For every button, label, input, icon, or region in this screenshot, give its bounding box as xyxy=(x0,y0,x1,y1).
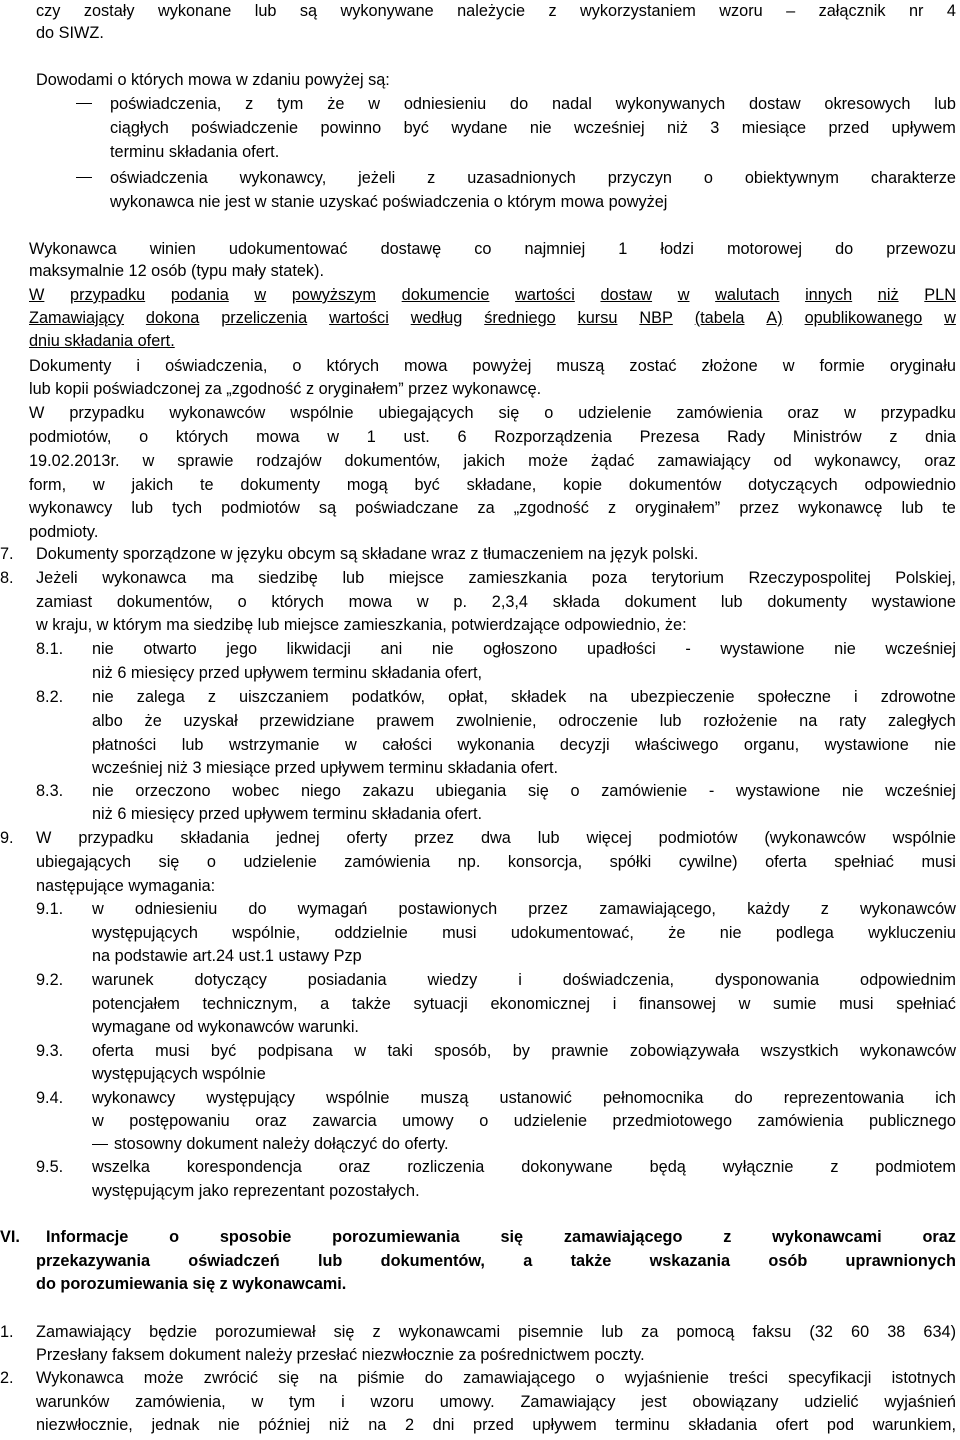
list-number: 9.3. xyxy=(36,1042,64,1060)
paragraph-line: występujących wspólnie xyxy=(92,1065,266,1083)
paragraph-line: Dokumenty sporządzone w języku obcym są składane wraz z tłumaczeniem na język polski. xyxy=(36,545,699,563)
list-number: 2. xyxy=(0,1369,14,1387)
paragraph-line: występującym jako reprezentant pozostałych. xyxy=(92,1182,420,1200)
paragraph-line: niż 6 miesięcy przed upływem terminu składania ofert, xyxy=(92,664,483,682)
paragraph-line: Zamawiający będzie porozumiewał się z wykonawcami pisemnie lub za pomocą faksu (32 60 38 634) xyxy=(36,1323,956,1341)
list-number: 9.1. xyxy=(36,900,64,918)
paragraph-line: wykonawcy występujący wspólnie muszą ustanowić pełnomocnika do reprezentowania ich xyxy=(92,1089,956,1107)
paragraph-line: stosowny dokument należy dołączyć do oferty. xyxy=(114,1135,449,1153)
paragraph-line: Dowodami o których mowa w zdaniu powyżej są: xyxy=(36,71,390,89)
paragraph-line: w kraju, w którym ma siedzibę lub miejsce zamieszkania, potwierdzające odpowiednio, że: xyxy=(36,616,687,634)
paragraph-line: nie otwarto jego likwidacji ani nie ogłoszono upadłości - wystawione nie wcześniej xyxy=(92,640,956,658)
paragraph-line: zamiast dokumentów, o których mowa w p. 2,3,4 składa dokument lub dokumenty wystawione xyxy=(36,593,956,611)
paragraph-line: ubiegających się o udzielenie zamówienia np. konsorcja, spółki cywilne) oferta spełniać musi xyxy=(36,853,956,871)
paragraph-line: wykonawcy lub tych podmiotów są poświadczane za „zgodność z oryginałem” przez wykonawcę lub te xyxy=(29,499,956,517)
paragraph-line: do SIWZ. xyxy=(36,24,104,42)
paragraph-line: w odniesieniu do wymagań postawionych przez zamawiającego, każdy z wykonawców xyxy=(92,900,956,918)
paragraph-line: W przypadku składania jednej oferty przez dwa lub więcej podmiotów (wykonawców wspólnie xyxy=(36,829,956,847)
paragraph-line: potencjałem technicznym, a także sytuacji ekonomicznej i finansowej w sumie musi spełniać xyxy=(92,995,956,1013)
paragraph-line: podmioty. xyxy=(29,523,99,541)
paragraph-line: wymagane od wykonawców warunki. xyxy=(92,1018,359,1036)
paragraph-line: warunków zamówienia, w tym i wzoru umowy. Zamawiający jest obowiązany udzielić wyjaśnień xyxy=(36,1393,956,1411)
paragraph-line: wcześniej niż 3 miesiące przed upływem terminu składania ofert. xyxy=(92,759,559,777)
list-number: 9.2. xyxy=(36,971,64,989)
paragraph-line: Wykonawca winien udokumentować dostawę co najmniej 1 łodzi motorowej do przewozu xyxy=(29,240,956,258)
section-heading: do porozumiewania się z wykonawcami. xyxy=(36,1275,347,1293)
paragraph-line: nie orzeczono wobec niego zakazu ubiegania się o zamówienie - wystawione nie wcześniej xyxy=(92,782,956,800)
list-number: 9.4. xyxy=(36,1089,64,1107)
paragraph-line: niezwłocznie, jednak nie później niż na 2 dni przed upływem terminu składania ofert pod warunkiem, xyxy=(36,1416,956,1434)
dash-bullet-icon xyxy=(76,103,92,104)
paragraph-line: niż 6 miesięcy przed upływem terminu składania ofert. xyxy=(92,805,483,823)
paragraph-line: poświadczenia, z tym że w odniesieniu do nadal wykonywanych dostaw okresowych lub xyxy=(110,95,956,113)
dash-bullet-icon xyxy=(92,1144,108,1145)
dash-bullet-icon xyxy=(76,177,92,178)
list-number: 9.5. xyxy=(36,1158,64,1176)
paragraph-line: nie zalega z uiszczaniem podatków, opłat, składek na ubezpieczenie społeczne i zdrowotne xyxy=(92,688,956,706)
paragraph-line: w postępowaniu oraz zawarcia umowy o udzielenie przedmiotowego zamówienia publicznego xyxy=(92,1112,956,1130)
paragraph-line: Dokumenty i oświadczenia, o których mowa powyżej muszą zostać złożone w formie oryginału xyxy=(29,357,956,375)
section-number: VI. xyxy=(0,1228,20,1246)
paragraph-line: terminu składania ofert. xyxy=(110,143,280,161)
paragraph-line: Zamawiający dokona przeliczenia wartości według średniego kursu NBP (tabela A) opublikowanego w xyxy=(29,309,956,327)
paragraph-line: wykonawca nie jest w stanie uzyskać poświadczenia o którym mowa powyżej xyxy=(110,193,668,211)
paragraph-line: Jeżeli wykonawca ma siedzibę lub miejsce zamieszkania poza terytorium Rzeczypospolitej Polskiej, xyxy=(36,569,956,587)
paragraph-line: albo że uzyskał przewidziane prawem zwolnienie, odroczenie lub rozłożenie na raty zaległych xyxy=(92,712,956,730)
paragraph-line: ciągłych poświadczenie powinno być wydane nie wcześniej niż 3 miesiące przed upływem xyxy=(110,119,956,137)
paragraph-line: W przypadku wykonawców wspólnie ubiegających się o udzielenie zamówienia oraz w przypadku xyxy=(29,404,956,422)
paragraph-line: Wykonawca może zwrócić się na piśmie do zamawiającego o wyjaśnienie treści specyfikacji istotnych xyxy=(36,1369,956,1387)
paragraph-line: czy zostały wykonane lub są wykonywane należycie z wykorzystaniem wzoru – załącznik nr 4 xyxy=(36,2,956,20)
list-number: 8. xyxy=(0,569,14,587)
paragraph-line: Przesłany faksem dokument należy przesłać niezwłocznie za pośrednictwem poczty. xyxy=(36,1346,645,1364)
paragraph-line: na podstawie art.24 ust.1 ustawy Pzp xyxy=(92,947,362,965)
paragraph-line: oferta musi być podpisana w taki sposób, by prawnie zobowiązywała wszystkich wykonawców xyxy=(92,1042,956,1060)
paragraph-line: maksymalnie 12 osób (typu mały statek). xyxy=(29,262,324,280)
paragraph-line: dniu składania ofert. xyxy=(29,332,175,350)
section-heading: przekazywania oświadczeń lub dokumentów, a także wskazania osób uprawnionych xyxy=(36,1252,956,1270)
paragraph-line: podmiotów, o których mowa w 1 ust. 6 Rozporządzenia Prezesa Rady Ministrów z dnia xyxy=(29,428,956,446)
paragraph-line: płatności lub wstrzymanie w całości wykonania decyzji właściwego organu, wystawione nie xyxy=(92,736,956,754)
paragraph-line: form, w jakich te dokumenty mogą być składane, kopie dokumentów dotyczących odpowiednio xyxy=(29,476,956,494)
section-heading: Informacje o sposobie porozumiewania się zamawiającego z wykonawcami oraz xyxy=(46,1228,956,1246)
list-number: 8.1. xyxy=(36,640,64,658)
paragraph-line: warunek dotyczący posiadania wiedzy i doświadczenia, dysponowania odpowiednim xyxy=(92,971,956,989)
paragraph-line: następujące wymagania: xyxy=(36,877,216,895)
list-number: 8.3. xyxy=(36,782,64,800)
paragraph-line: oświadczenia wykonawcy, jeżeli z uzasadnionych przyczyn o obiektywnym charakterze xyxy=(110,169,956,187)
paragraph-line: 19.02.2013r. w sprawie rodzajów dokumentów, jakich może żądać zamawiający od wykonawcy, oraz xyxy=(29,452,956,470)
paragraph-line: lub kopii poświadczonej za „zgodność z oryginałem” przez wykonawcę. xyxy=(29,380,542,398)
list-number: 1. xyxy=(0,1323,14,1341)
paragraph-line: występujących wspólnie, oddzielnie musi udokumentować, że nie podlega wykluczeniu xyxy=(92,924,956,942)
list-number: 8.2. xyxy=(36,688,64,706)
list-number: 9. xyxy=(0,829,14,847)
list-number: 7. xyxy=(0,545,14,563)
paragraph-line: wszelka korespondencja oraz rozliczenia dokonywane będą wyłącznie z podmiotem xyxy=(92,1158,956,1176)
paragraph-line: W przypadku podania w powyższym dokumencie wartości dostaw w walutach innych niż PLN xyxy=(29,286,956,304)
